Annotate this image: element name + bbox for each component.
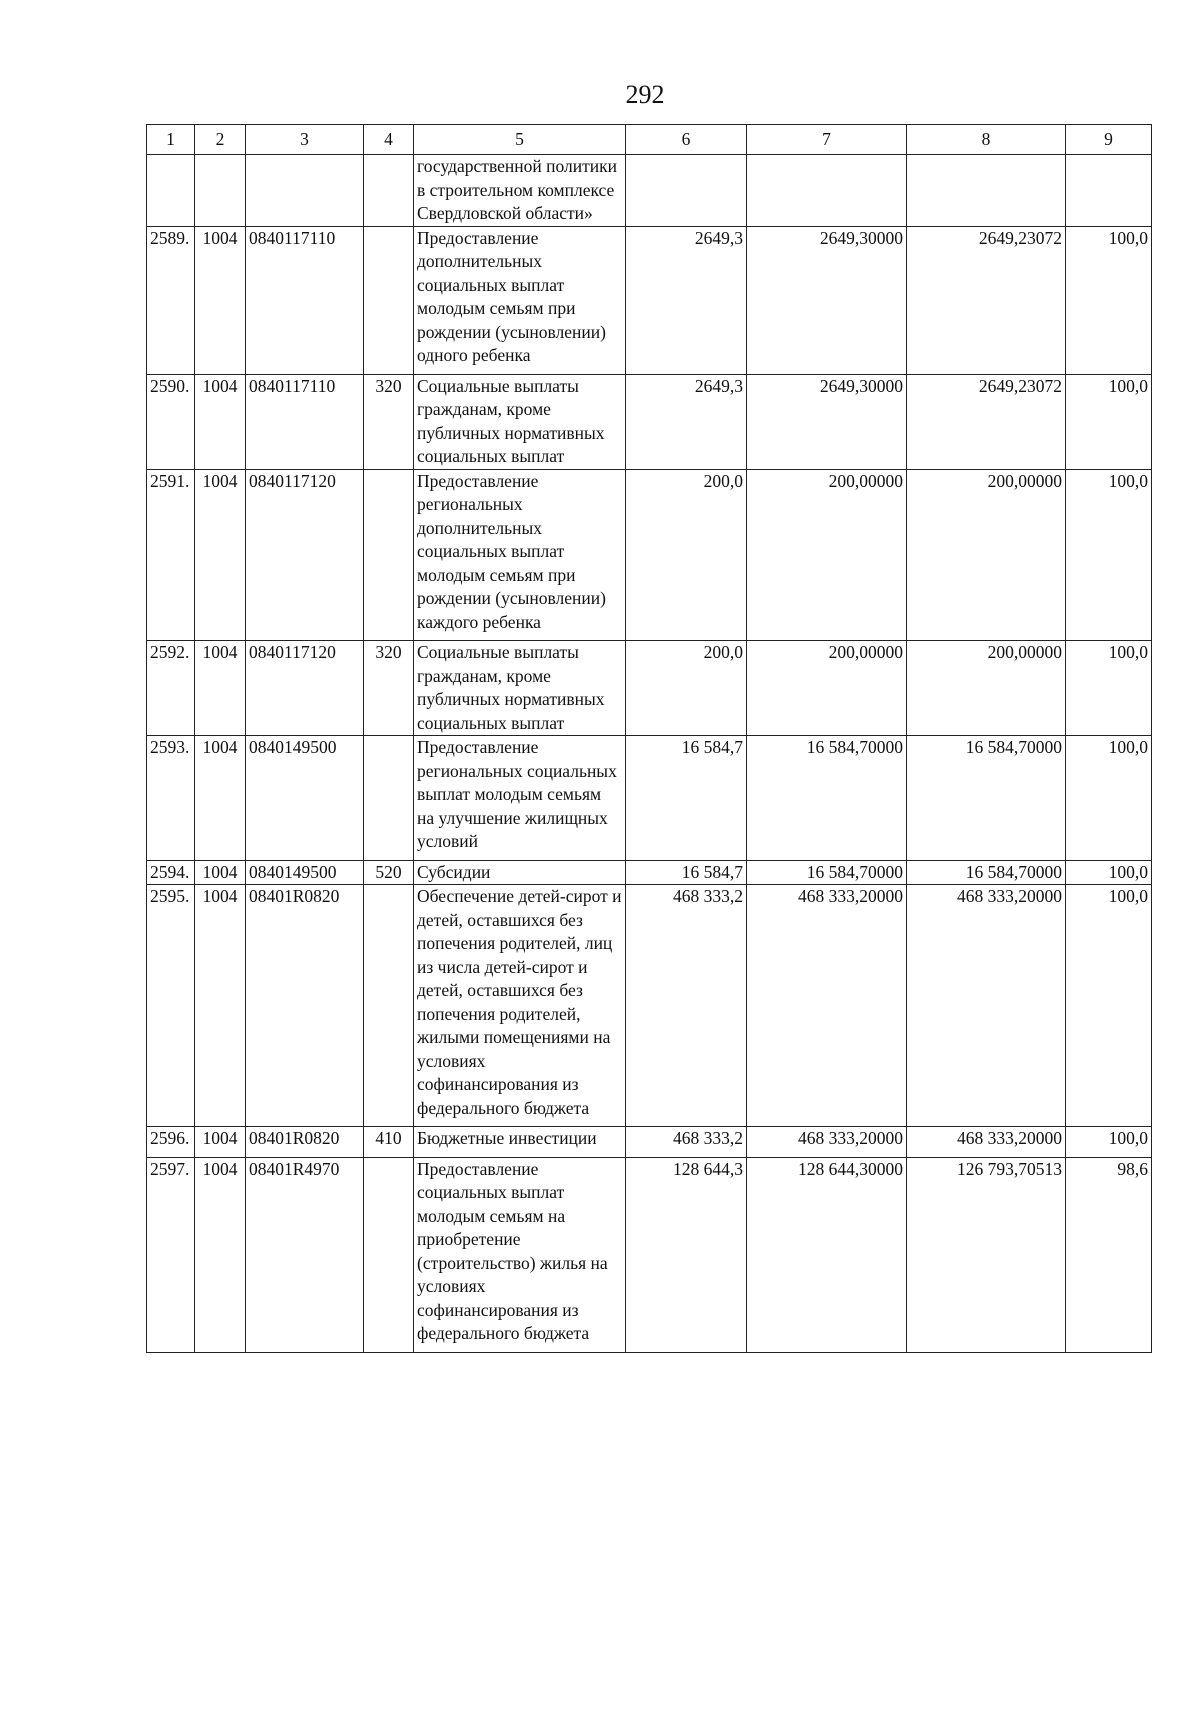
- executed-amount: 126 793,70513: [907, 1157, 1066, 1352]
- table-row: [147, 226, 1152, 374]
- approved-amount: 200,0: [626, 641, 747, 736]
- refined-amount: 200,00000: [747, 641, 907, 736]
- row-number: 2595.: [147, 885, 195, 1127]
- approved-amount: 468 333,2: [626, 885, 747, 1127]
- row-number: 2594.: [147, 860, 195, 885]
- refined-amount: [747, 155, 907, 227]
- item-name: Предоставление региональных социальных выплат молодым семьям на улучшение жилищных условий: [414, 736, 626, 861]
- expense-type-code: 520: [364, 860, 414, 885]
- item-name: Бюджетные инвестиции: [414, 1127, 626, 1158]
- table-header-row: [147, 125, 1152, 155]
- executed-amount: [907, 155, 1066, 227]
- approved-amount: 468 333,2: [626, 1127, 747, 1158]
- execution-percent: 100,0: [1066, 641, 1152, 736]
- page-number: 292: [625, 80, 665, 109]
- expense-type-code: [364, 736, 414, 861]
- row-number: 2592.: [147, 641, 195, 736]
- table-row: [147, 1127, 1152, 1158]
- approved-amount: 2649,3: [626, 226, 747, 374]
- refined-amount: 16 584,70000: [747, 860, 907, 885]
- row-number: 2597.: [147, 1157, 195, 1352]
- approved-amount: 2649,3: [626, 374, 747, 469]
- approved-amount: 16 584,7: [626, 860, 747, 885]
- column-header: 8: [907, 125, 1066, 155]
- section-code: 1004: [195, 374, 246, 469]
- target-article-code: 0840149500: [246, 860, 364, 885]
- execution-percent: 100,0: [1066, 469, 1152, 641]
- section-code: 1004: [195, 860, 246, 885]
- section-code: 1004: [195, 641, 246, 736]
- target-article-code: 08401R0820: [246, 1127, 364, 1158]
- executed-amount: 16 584,70000: [907, 860, 1066, 885]
- row-number: 2591.: [147, 469, 195, 641]
- column-header: 7: [747, 125, 907, 155]
- expense-type-code: [364, 155, 414, 227]
- approved-amount: [626, 155, 747, 227]
- table-row: [147, 1157, 1152, 1352]
- row-number: [147, 155, 195, 227]
- column-header: 2: [195, 125, 246, 155]
- section-code: [195, 155, 246, 227]
- executed-amount: 468 333,20000: [907, 885, 1066, 1127]
- executed-amount: 2649,23072: [907, 226, 1066, 374]
- table-row: [147, 736, 1152, 861]
- execution-percent: [1066, 155, 1152, 227]
- execution-percent: 100,0: [1066, 374, 1152, 469]
- row-number: 2590.: [147, 374, 195, 469]
- executed-amount: 16 584,70000: [907, 736, 1066, 861]
- row-number: 2593.: [147, 736, 195, 861]
- table-row: [147, 885, 1152, 1127]
- refined-amount: 2649,30000: [747, 374, 907, 469]
- table-row: [147, 860, 1152, 885]
- approved-amount: 128 644,3: [626, 1157, 747, 1352]
- executed-amount: 200,00000: [907, 469, 1066, 641]
- item-name: Социальные выплаты гражданам, кроме публичных нормативных социальных выплат: [414, 641, 626, 736]
- target-article-code: [246, 155, 364, 227]
- table-row: [147, 641, 1152, 736]
- section-code: 1004: [195, 736, 246, 861]
- execution-percent: 100,0: [1066, 226, 1152, 374]
- target-article-code: 0840117110: [246, 226, 364, 374]
- execution-percent: 100,0: [1066, 885, 1152, 1127]
- section-code: 1004: [195, 885, 246, 1127]
- section-code: 1004: [195, 1127, 246, 1158]
- refined-amount: 468 333,20000: [747, 885, 907, 1127]
- expense-type-code: 320: [364, 641, 414, 736]
- table-row: [147, 469, 1152, 641]
- executed-amount: 468 333,20000: [907, 1127, 1066, 1158]
- budget-table: [146, 124, 1152, 1353]
- target-article-code: 08401R0820: [246, 885, 364, 1127]
- item-name: Предоставление социальных выплат молодым семьям на приобретение (строительство) жилья на условиях софинансирования из федерального бюджета: [414, 1157, 626, 1352]
- expense-type-code: 410: [364, 1127, 414, 1158]
- item-name: государственной политики в строительном комплексе Свердловской области»: [414, 155, 626, 227]
- approved-amount: 200,0: [626, 469, 747, 641]
- expense-type-code: [364, 226, 414, 374]
- refined-amount: 128 644,30000: [747, 1157, 907, 1352]
- expense-type-code: [364, 1157, 414, 1352]
- column-header: 6: [626, 125, 747, 155]
- refined-amount: 2649,30000: [747, 226, 907, 374]
- item-name: Обеспечение детей-сирот и детей, оставшихся без попечения родителей, лиц из числа детей-сирот и детей, оставшихся без попечения родителей, жилыми помещениями на условиях софинансирования из федерального бюджета: [414, 885, 626, 1127]
- row-number: 2589.: [147, 226, 195, 374]
- execution-percent: 100,0: [1066, 860, 1152, 885]
- item-name: Предоставление дополнительных социальных выплат молодым семьям при рождении (усыновлении) одного ребенка: [414, 226, 626, 374]
- row-number: 2596.: [147, 1127, 195, 1158]
- execution-percent: 98,6: [1066, 1157, 1152, 1352]
- column-header: 4: [364, 125, 414, 155]
- column-header: 3: [246, 125, 364, 155]
- column-header: 9: [1066, 125, 1152, 155]
- section-code: 1004: [195, 226, 246, 374]
- refined-amount: 16 584,70000: [747, 736, 907, 861]
- refined-amount: 200,00000: [747, 469, 907, 641]
- section-code: 1004: [195, 1157, 246, 1352]
- refined-amount: 468 333,20000: [747, 1127, 907, 1158]
- column-header: 1: [147, 125, 195, 155]
- expense-type-code: 320: [364, 374, 414, 469]
- execution-percent: 100,0: [1066, 1127, 1152, 1158]
- approved-amount: 16 584,7: [626, 736, 747, 861]
- target-article-code: 0840117120: [246, 641, 364, 736]
- target-article-code: 0840117120: [246, 469, 364, 641]
- table-body: [147, 155, 1152, 1353]
- expense-type-code: [364, 885, 414, 1127]
- table-row: [147, 155, 1152, 227]
- target-article-code: 0840149500: [246, 736, 364, 861]
- table-row: [147, 374, 1152, 469]
- expense-type-code: [364, 469, 414, 641]
- executed-amount: 200,00000: [907, 641, 1066, 736]
- item-name: Предоставление региональных дополнительных социальных выплат молодым семьям при рождении (усыновлении) каждого ребенка: [414, 469, 626, 641]
- target-article-code: 0840117110: [246, 374, 364, 469]
- item-name: Социальные выплаты гражданам, кроме публичных нормативных социальных выплат: [414, 374, 626, 469]
- item-name: Субсидии: [414, 860, 626, 885]
- column-header: 5: [414, 125, 626, 155]
- execution-percent: 100,0: [1066, 736, 1152, 861]
- section-code: 1004: [195, 469, 246, 641]
- target-article-code: 08401R4970: [246, 1157, 364, 1352]
- executed-amount: 2649,23072: [907, 374, 1066, 469]
